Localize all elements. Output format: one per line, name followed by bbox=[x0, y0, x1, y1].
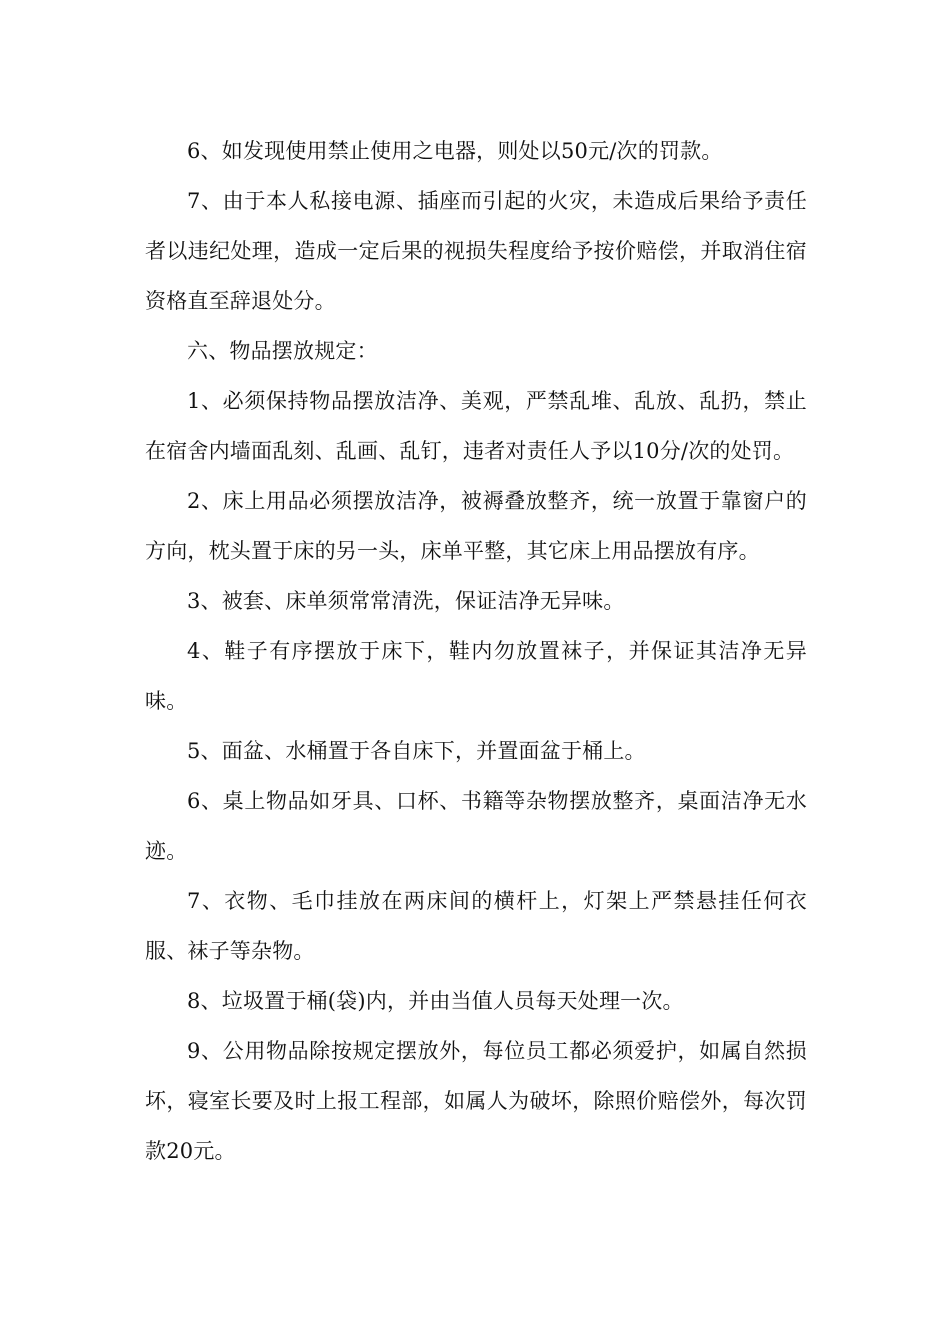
paragraph-placement-rule-4: 4、鞋子有序摆放于床下，鞋内勿放置袜子，并保证其洁净无异味。 bbox=[145, 639, 807, 713]
section-heading-item-placement: 六、物品摆放规定： bbox=[187, 339, 378, 363]
paragraph-placement-rule-6: 6、桌上物品如牙具、口杯、书籍等杂物摆放整齐，桌面洁净无水迹。 bbox=[145, 789, 807, 863]
paragraph-rule-7-fire-liability: 7、由于本人私接电源、插座而引起的火灾，未造成后果给予责任者以违纪处理，造成一定后果的视损失程度给予按价赔偿，并取消住宿资格直至辞退处分。 bbox=[145, 189, 807, 313]
paragraph-placement-rule-5: 5、面盆、水桶置于各自床下，并置面盆于桶上。 bbox=[187, 739, 646, 763]
paragraph-rule-6-electrical-fine: 6、如发现使用禁止使用之电器，则处以50元/次的罚款。 bbox=[187, 139, 723, 163]
document-body bbox=[145, 126, 807, 1176]
paragraph-placement-rule-2: 2、床上用品必须摆放洁净，被褥叠放整齐，统一放置于靠窗户的方向，枕头置于床的另一头，床单平整，其它床上用品摆放有序。 bbox=[145, 489, 807, 563]
paragraph-placement-rule-8: 8、垃圾置于桶(袋)内，并由当值人员每天处理一次。 bbox=[187, 989, 684, 1013]
paragraph-placement-rule-3: 3、被套、床单须常常清洗，保证洁净无异味。 bbox=[187, 589, 625, 613]
paragraph-placement-rule-7: 7、衣物、毛巾挂放在两床间的横杆上，灯架上严禁悬挂任何衣服、袜子等杂物。 bbox=[145, 889, 807, 963]
paragraph-placement-rule-1: 1、必须保持物品摆放洁净、美观，严禁乱堆、乱放、乱扔，禁止在宿舍内墙面乱刻、乱画、乱钉，违者对责任人予以10分/次的处罚。 bbox=[145, 389, 807, 463]
paragraph-placement-rule-9: 9、公用物品除按规定摆放外，每位员工都必须爱护，如属自然损坏，寝室长要及时上报工程部，如属人为破坏，除照价赔偿外，每次罚款20元。 bbox=[145, 1039, 807, 1163]
